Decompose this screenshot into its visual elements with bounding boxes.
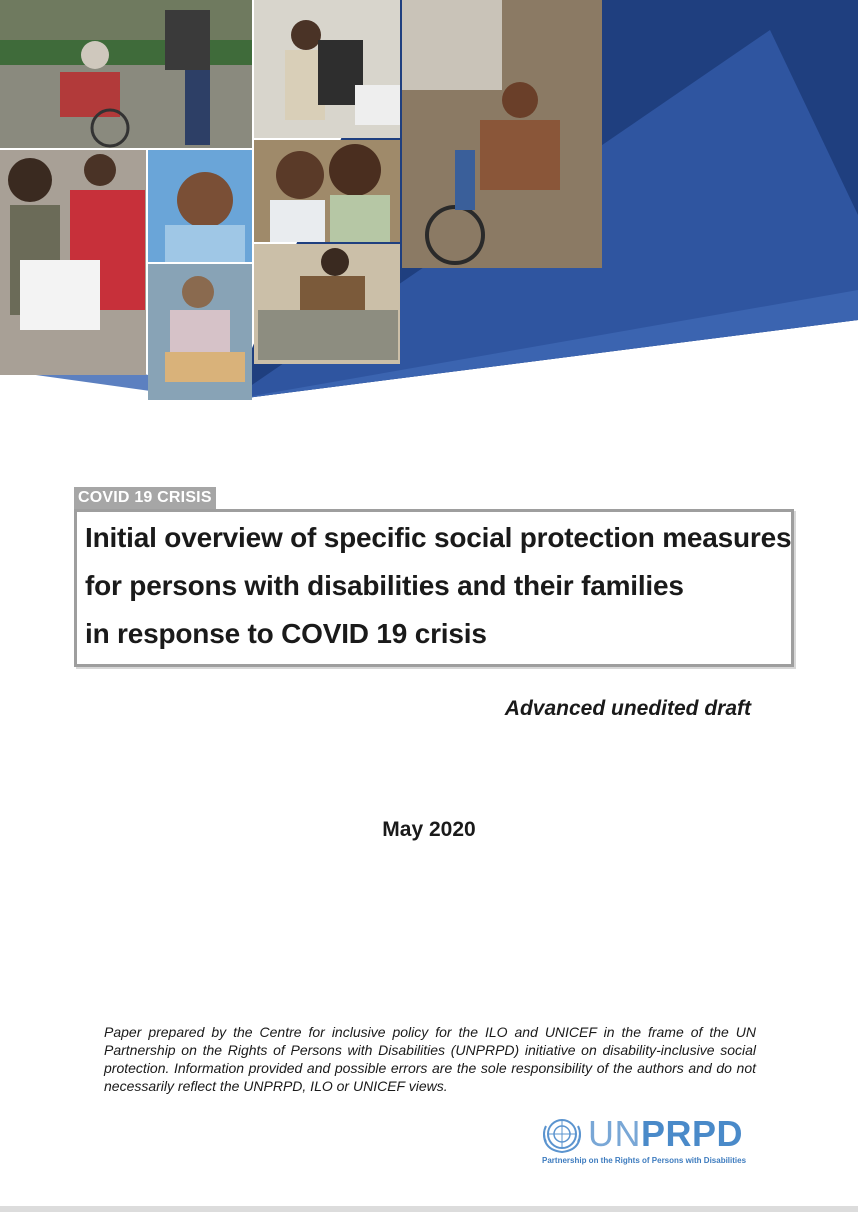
logo-wordmark: [588, 1114, 743, 1154]
title-line-1: Initial overview of specific social protection measures: [85, 522, 792, 553]
title-line-3: in response to COVID 19 crisis: [85, 618, 487, 649]
cover-photo-collage: [0, 0, 858, 400]
logo-un: UN: [588, 1113, 641, 1154]
title-box: [74, 509, 794, 667]
publication-date: May 2020: [382, 818, 476, 841]
cover-banner: [0, 0, 858, 400]
draft-status: Advanced unedited draft: [504, 697, 751, 720]
disclaimer-text: Paper prepared by the Centre for inclusive policy for the ILO and UNICEF in the frame of the UN Partnership on the Rights of Persons with Disabilities (UNPRPD) initiative on disability-inclusive social protection. Information provided and possible errors are the sole responsibility of the authors and do not necessarily reflect the UNPRPD, ILO or UNICEF views.: [104, 1024, 756, 1094]
logo-subtitle: Partnership on the Rights of Persons with Disabilities: [542, 1156, 747, 1165]
logo-prpd: PRPD: [641, 1113, 744, 1154]
covid-crisis-tag: COVID 19 CRISIS: [74, 487, 216, 509]
page-bottom-edge: [0, 1206, 858, 1212]
unprpd-logo: [540, 1114, 760, 1174]
title-line-2: for persons with disabilities and their families: [85, 570, 684, 601]
un-emblem-icon: [540, 1114, 584, 1154]
